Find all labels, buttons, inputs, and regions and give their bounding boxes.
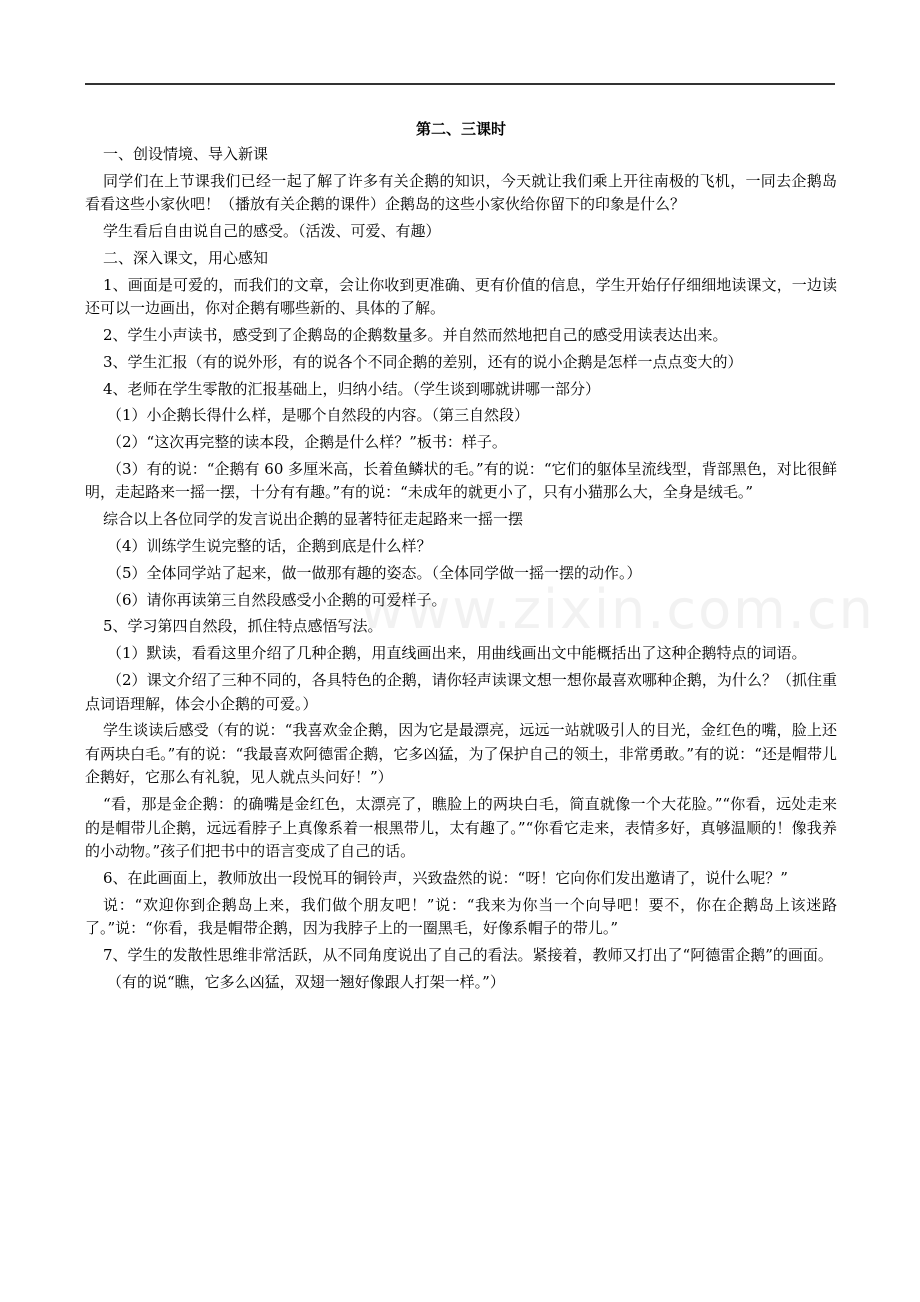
paragraph: 说：“欢迎你到企鹅岛上来，我们做个朋友吧！”说：“我来为你当一个向导吧！要不，你在企鹅岛上该迷路了。”说：“你看，我是帽带企鹅，因为我脖子上的一圈黑毛，好像系帽子的带儿。” <box>85 895 837 938</box>
paragraph: 3、学生汇报（有的说外形，有的说各个不同企鹅的差别，还有的说小企鹅是怎样一点点变大的） <box>103 352 743 371</box>
section-heading: 二、深入课文，用心感知 <box>103 248 269 267</box>
header-rule <box>85 83 835 85</box>
paragraph: 综合以上各位同学的发言说出企鹅的显著特征走起路来一摇一摆 <box>103 510 524 529</box>
paragraph: 2、学生小声读书，感受到了企鹅岛的企鹅数量多。并自然而然地把自己的感受用读表达出来。 <box>103 325 728 344</box>
paragraph: 学生看后自由说自己的感受。（活泼、可爱、有趣） <box>103 222 441 241</box>
paragraph: 学生谈读后感受（有的说：“我喜欢金企鹅，因为它是最漂亮，远远一站就吸引人的目光，金红色的嘴，脸上还有两块白毛。”有的说：“我最喜欢阿德雷企鹅，它多凶猛，为了保护自己的领土，非常勇敢。”有的说：“还是帽带儿企鹅好，它那么有礼貌，见人就点头问好！”） <box>85 721 837 787</box>
paragraph: （2）课文介绍了三种不同的，各具特色的企鹅，请你轻声读课文想一想你最喜欢哪种企鹅，为什么？（抓住重点词语理解，体会小企鹅的可爱。） <box>85 671 837 713</box>
watermark: www.zixin.com.cn <box>360 578 875 641</box>
paragraph: 4、老师在学生零散的汇报基础上，归纳小结。（学生谈到哪就讲哪一部分） <box>103 379 601 398</box>
paragraph: （有的说“瞧，它多么凶猛，双翅一翘好像跟人打架一样。”） <box>107 972 505 991</box>
paragraph: “看，那是金企鹅：的确嘴是金红色，太漂亮了，瞧脸上的两块白毛，简直就像一个大花脸。”“你看，远处走来的是帽带儿企鹅，远远看脖子上真像系着一根黑带儿，太有趣了。”“你看它走来，表情多好，真够温顺的！像我养的小动物。”孩子们把书中的语言变成了自己的话。 <box>85 795 837 861</box>
paragraph: 6、在此画面上，教师放出一段悦耳的铜铃声，兴致盎然的说：“呀！它向你们发出邀请了，说什么呢？” <box>103 868 788 887</box>
paragraph: （4）训练学生说完整的话，企鹅到底是什么样？ <box>107 537 432 556</box>
document-body <box>85 118 837 998</box>
paragraph: （2）“这次再完整的读本段，企鹅是什么样？”板书：样子。 <box>107 433 507 452</box>
paragraph: （1）默读，看看这里介绍了几种企鹅，用直线画出来，用曲线画出文中能概括出了这种企鹅特点的词语。 <box>107 644 807 663</box>
paragraph: （1）小企鹅长得什么样，是哪个自然段的内容。（第三自然段） <box>107 406 530 425</box>
paragraph: 7、学生的发散性思维非常活跃，从不同角度说出了自己的看法。紧接着，教师又打出了“阿德雷企鹅”的画面。 <box>103 946 833 965</box>
paragraph: （6）请你再读第三自然段感受小企鹅的可爱样子。 <box>107 590 447 609</box>
section-heading: 一、创设情境、导入新课 <box>103 145 269 163</box>
page-title: 第二、三课时 <box>415 120 506 138</box>
paragraph: 同学们在上节课我们已经一起了解了许多有关企鹅的知识，今天就让我们乘上开往南极的飞机，一同去企鹅岛看看这些小家伙吧！（播放有关企鹅的课件）企鹅岛的这些小家伙给你留下的印象是什么？ <box>85 171 837 214</box>
paragraph: 5、学习第四自然段，抓住特点感悟写法。 <box>103 617 383 636</box>
paragraph: （5）全体同学站了起来，做一做那有趣的姿态。（全体同学做一摇一摆的动作。） <box>107 563 642 582</box>
paragraph: 1、画面是可爱的，而我们的文章，会让你收到更准确、更有价值的信息，学生开始仔仔细细地读课文，一边读还可以一边画出，你对企鹅有哪些新的、具体的了解。 <box>85 275 837 318</box>
paragraph: （3）有的说：“企鹅有 60 多厘米高，长着鱼鳞状的毛。”有的说：“它们的躯体呈流线型，背部黑色，对比很鲜明，走起路来一摇一摆，十分有有趣。”有的说：“未成年的就更小了，只有小猫那么大，全身是绒毛。” <box>85 459 837 502</box>
